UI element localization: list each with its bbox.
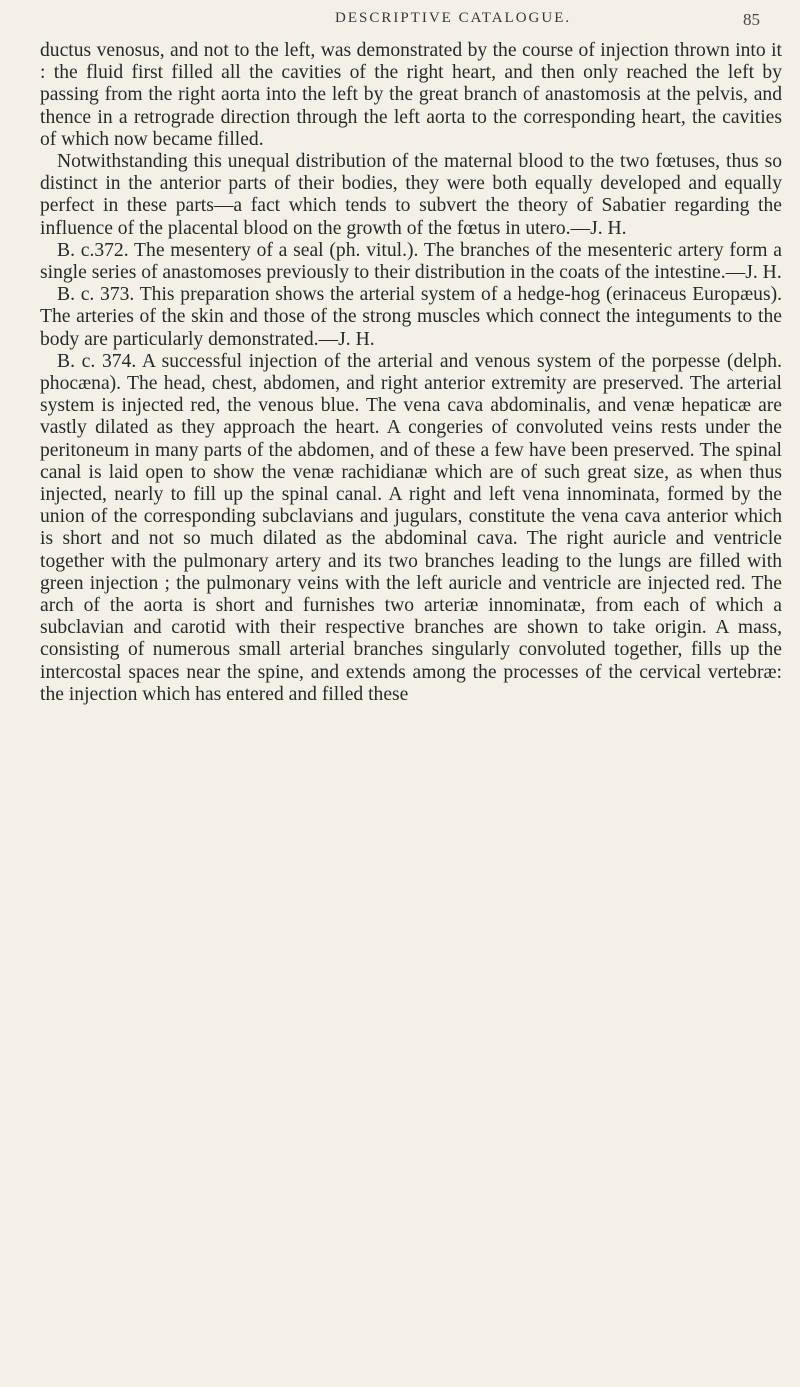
page-number: 85 (743, 10, 760, 29)
paragraph-b-c-374: B. c. 374. A successful injection of the arterial and venous system of the porpesse (delph. phocæna). The head, chest, abdomen, and right anterior extremity are preserved. The arterial system is injected red, the venous blue. The vena cava abdominalis, and venæ hepaticæ are vastly dilated as they approach the heart. A congeries of convoluted veins rests under the peritoneum in many parts of the abdomen, and of these a few have been preserved. The spinal canal is laid open to show the venæ rachidianæ which are of such great size, as when thus injected, nearly to fill up the spinal canal. A right and left vena innominata, formed by the union of the corresponding subclavians and jugulars, constitute the vena cava anterior which is short and not so much dilated as the abdominal cava. The right auricle and ventricle together with the pulmonary artery and its two branches leading to the lungs are filled with green injection ; the pulmonary veins with the left auricle and ventricle are injected red. The arch of the aorta is short and furnishes two arteriæ innominatæ, from each of which a subclavian and carotid with their respective branches are shown to take origin. A mass, consisting of numerous small arterial branches singularly convoluted together, fills up the intercostal spaces near the spine, and extends among the processes of the cervical vertebræ: the injection which has entered and filled these (40, 350, 782, 705)
paragraph-continuation: ductus venosus, and not to the left, was demonstrated by the course of injection thrown into it : the fluid first filled all the cavities of the right heart, and then only reached the left by passing from the right aorta into the left by the great branch of anastomosis at the pelvis, and thence in a retrograde direction through the left aorta to the corresponding heart, the cavities of which now became filled. (40, 40, 782, 150)
paragraph-b-c-373: B. c. 373. This preparation shows the arterial system of a hedge-hog (erinaceus Europæus). The arteries of the skin and those of the strong muscles which connect the integuments to the body are particularly demonstrated.—J. H. (40, 284, 782, 350)
running-title: DESCRIPTIVE CATALOGUE. (335, 10, 572, 26)
paragraph-notwithstanding: Notwithstanding this unequal distribution of the maternal blood to the two fœtuses, thus so distinct in the anterior parts of their bodies, they were both equally developed and equally perfect in these parts—a fact which tends to subvert the theory of Sabatier regarding the influence of the placental blood on the growth of the fœtus in utero.—J. H. (40, 151, 782, 239)
paragraph-b-c-372: B. c.372. The mesentery of a seal (ph. vitul.). The branches of the mesenteric artery form a single series of anastomoses previously to their distribution in the coats of the intestine.—J. H. (40, 239, 782, 284)
running-head (90, 10, 790, 30)
body-text (40, 40, 782, 706)
